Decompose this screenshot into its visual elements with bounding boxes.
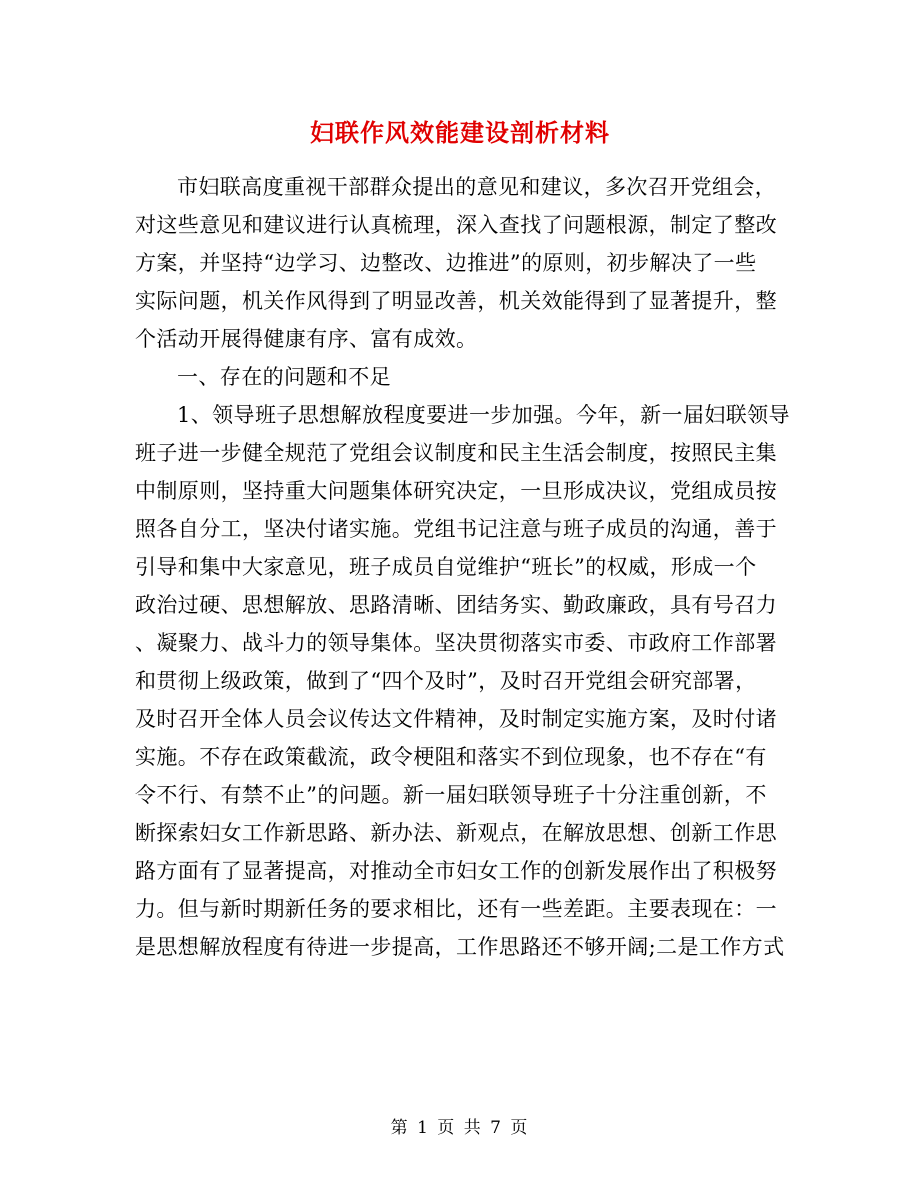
text-line: 1、领导班子思想解放程度要进一步加强。今年，新一届妇联领导 (177, 403, 790, 427)
text-line: 个活动开展得健康有序、富有成效。 (135, 327, 478, 351)
page-title: 妇联作风效能建设剖析材料 (310, 119, 610, 147)
text-line: 实施。不存在政策截流，政令梗阻和落实不到位现象，也不存在“有 (135, 745, 767, 769)
page-footer: 第 1 页 共 7 页 (390, 1118, 530, 1138)
text-line: 是思想解放程度有待进一步提高，工作思路还不够开阔;二是工作方式 (135, 935, 785, 959)
text-line: 断探索妇女工作新思路、新办法、新观点，在解放思想、创新工作思 (135, 821, 777, 845)
text-line: 对这些意见和建议进行认真梳理，深入查找了问题根源，制定了整改 (135, 213, 777, 237)
text-line: 路方面有了显著提高，对推动全市妇女工作的创新发展作出了积极努 (135, 859, 777, 883)
text-line: 政治过硬、思想解放、思路清晰、团结务实、勤政廉政，具有号召力 (135, 593, 777, 617)
text-line: 班子进一步健全规范了党组会议制度和民主生活会制度，按照民主集 (135, 441, 777, 465)
text-line: 令不行、有禁不止”的问题。新一届妇联领导班子十分注重创新，不 (135, 783, 767, 807)
text-line: 、凝聚力、战斗力的领导集体。坚决贯彻落实市委、市政府工作部署 (135, 631, 777, 655)
text-line: 中制原则，坚持重大问题集体研究决定，一旦形成决议，党组成员按 (135, 479, 777, 503)
text-line: 实际问题，机关作风得到了明显改善，机关效能得到了显著提升，整 (135, 289, 777, 313)
text-line: 力。但与新时期新任务的要求相比，还有一些差距。主要表现在：一 (135, 897, 777, 921)
text-line: 引导和集中大家意见，班子成员自觉维护“班长”的权威，形成一个 (135, 555, 757, 579)
text-line: 照各自分工，坚决付诸实施。党组书记注意与班子成员的沟通，善于 (135, 517, 777, 541)
document-body (135, 168, 790, 966)
text-line: 方案，并坚持“边学习、边整改、边推进”的原则，初步解决了一些 (135, 251, 757, 275)
text-line: 市妇联高度重视干部群众提出的意见和建议，多次召开党组会， (177, 175, 777, 199)
text-line: 及时召开全体人员会议传达文件精神，及时制定实施方案，及时付诸 (135, 707, 777, 731)
text-line: 和贯彻上级政策，做到了“四个及时”，及时召开党组会研究部署， (135, 669, 757, 693)
section-heading: 一、存在的问题和不足 (177, 365, 391, 389)
